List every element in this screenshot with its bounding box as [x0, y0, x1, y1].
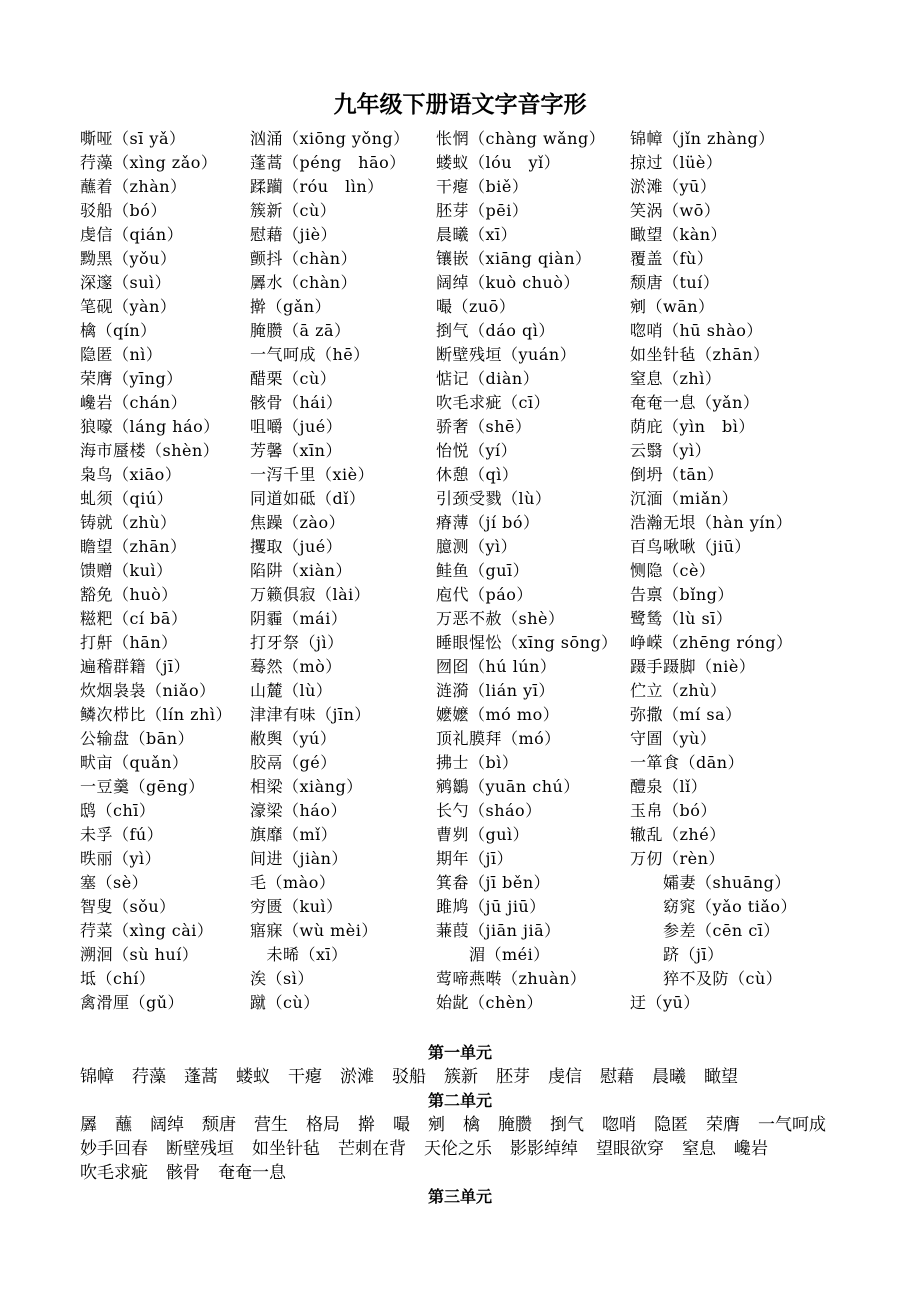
vocab-entry: 颓唐（tuí）	[630, 273, 720, 292]
unit-word: 腌臜	[498, 1115, 532, 1135]
vocab-entry: 馈赠（kuì）	[80, 561, 173, 580]
vocab-entry: 沉湎（miǎn）	[630, 489, 739, 508]
vocab-entry: 胶鬲（gé）	[250, 753, 337, 772]
vocab-entry: 畎亩（quǎn）	[80, 753, 189, 772]
unit-word: 阔绰	[150, 1115, 184, 1135]
unit-word: 天伦之乐	[424, 1139, 492, 1159]
vocab-entry: 蒹葭（jiān jiā）	[436, 921, 561, 940]
unit-word: 蓬蒿	[184, 1067, 218, 1087]
vocab-entry: 慰藉（jiè）	[250, 225, 338, 244]
vocab-entry: 蓦然（mò）	[250, 657, 342, 676]
vocab-entry: 阔绰（kuò chuò）	[436, 273, 580, 292]
unit-word: 锦幛	[80, 1067, 114, 1087]
unit-word: 瞰望	[704, 1067, 738, 1087]
vocab-entry: 隐匿（nì）	[80, 345, 163, 364]
unit-word: 蝼蚁	[236, 1067, 270, 1087]
unit-word: 窒息	[682, 1139, 716, 1159]
unit-3-heading: 第三单元	[427, 1187, 492, 1206]
vocab-entry: 雎鸠（jū jiū）	[436, 897, 546, 916]
vocab-entry: 掠过（lüè）	[630, 153, 723, 172]
vocab-entry: 窒息（zhì）	[630, 369, 722, 388]
vocab-entry: 瞰望（kàn）	[630, 225, 728, 244]
vocab-entry: 守圄（yù）	[630, 729, 717, 748]
unit-word: 唿哨	[602, 1115, 636, 1135]
unit-word: 巉岩	[734, 1139, 768, 1159]
unit-word: 一气呵成	[758, 1115, 826, 1135]
vocab-entry: 颤抖（chàn）	[250, 249, 358, 268]
vocab-entry: 寤寐（wù mèi）	[250, 921, 378, 940]
vocab-entry: 羼水（chàn）	[250, 273, 358, 292]
vocab-entry: 百鸟啾啾（jiū）	[630, 537, 751, 556]
vocab-entry: 云翳（yì）	[630, 441, 712, 460]
vocab-entry: 荫庇（yìn bì）	[630, 417, 755, 436]
vocab-entry: 伫立（zhù）	[630, 681, 727, 700]
vocab-entry: 告禀（bǐng）	[630, 585, 734, 604]
vocab-entry: 鹓鶵（yuān chú）	[436, 777, 580, 796]
vocab-entry: 瘠薄（jí bó）	[436, 513, 540, 532]
vocab-entry: 蓬蒿（péng hāo）	[250, 153, 406, 172]
unit-2-heading: 第二单元	[427, 1091, 492, 1110]
vocab-entry: 猝不及防（cù）	[630, 969, 783, 988]
vocab-entry: 剜（wān）	[630, 297, 715, 316]
unit-word: 格局	[306, 1115, 340, 1135]
vocab-entry: 溯洄（sù huí）	[80, 945, 199, 964]
unit-word: 擀	[358, 1115, 375, 1135]
vocab-entry: 骄奢（shē）	[436, 417, 532, 436]
vocab-entry: 奄奄一息（yǎn）	[630, 393, 760, 412]
vocab-entry: 打牙祭（jì）	[250, 633, 344, 652]
vocab-entry: 万仞（rèn）	[630, 849, 725, 868]
vocab-entry: 糍粑（cí bā）	[80, 609, 188, 628]
vocab-entry: 海市蜃楼（shèn）	[80, 441, 220, 460]
unit-word: 妙手回春	[80, 1139, 148, 1159]
vocab-entry: 顶礼膜拜（mó）	[436, 729, 561, 748]
vocab-entry: 昳丽（yì）	[80, 849, 162, 868]
vocab-entry: 嬷嬷（mó mo）	[436, 705, 560, 724]
vocab-entry: 囫囵（hú lún）	[436, 657, 557, 676]
vocab-entry: 驳船（bó）	[80, 201, 167, 220]
vocab-entry: 蹂躏（róu lìn）	[250, 177, 384, 196]
vocab-entry: 铸就（zhù）	[80, 513, 177, 532]
vocab-entry: 山麓（lù）	[250, 681, 333, 700]
vocab-column-3	[436, 127, 618, 1015]
unit-word: 淤滩	[340, 1067, 374, 1087]
vocab-entry: 弥撒（mí sa）	[630, 705, 742, 724]
unit-word: 荣膺	[706, 1115, 740, 1135]
page-title: 九年级下册语文字音字形	[333, 91, 587, 118]
vocab-entry: 拂士（bì）	[436, 753, 519, 772]
vocab-entry: 参差（cēn cī）	[630, 921, 780, 940]
unit-1-words	[80, 1065, 850, 1089]
vocab-entry: 睡眼惺忪（xīng sōng）	[436, 633, 618, 652]
unit-word: 胚芽	[496, 1067, 530, 1087]
unit-word: 晨曦	[652, 1067, 686, 1087]
vocab-entry: 唿哨（hū shào）	[630, 321, 763, 340]
vocab-entry: 吹毛求疵（cī）	[436, 393, 551, 412]
unit-word: 干瘪	[288, 1067, 322, 1087]
vocab-entry: 覆盖（fù）	[630, 249, 714, 268]
vocab-entry: 蘸着（zhàn）	[80, 177, 187, 196]
vocab-entry: 炊烟袅袅（niǎo）	[80, 681, 216, 700]
vocab-entry: 荇菜（xìng cài）	[80, 921, 214, 940]
unit-word: 骸骨	[166, 1163, 200, 1183]
vocab-entry: 如坐针毡（zhān）	[630, 345, 770, 364]
unit-2-words	[80, 1113, 850, 1185]
vocab-entry: 倒坍（tān）	[630, 465, 724, 484]
unit-word: 羼	[80, 1115, 97, 1135]
vocab-entry: 芳馨（xīn）	[250, 441, 342, 460]
unit-word: 芒刺在背	[338, 1139, 406, 1159]
vocab-entry: 一泻千里（xiè）	[250, 465, 375, 484]
unit-word: 荇藻	[132, 1067, 166, 1087]
vocab-entry: 攫取（jué）	[250, 537, 343, 556]
vocab-entry: 津津有味（jīn）	[250, 705, 371, 724]
vocab-entry: 枭鸟（xiāo）	[80, 465, 182, 484]
vocab-entry: 断壁残垣（yuán）	[436, 345, 577, 364]
vocab-entry: 禽滑厘（gǔ）	[80, 993, 185, 1012]
vocab-entry: 玉帛（bó）	[630, 801, 717, 820]
vocab-entry: 荇藻（xìng zǎo）	[80, 153, 218, 172]
vocab-entry: 辙乱（zhé）	[630, 825, 726, 844]
unit-word: 嘬	[393, 1115, 410, 1135]
vocab-entry: 始龀（chèn）	[436, 993, 544, 1012]
vocab-entry: 坻（chí）	[80, 969, 156, 988]
unit-word: 簇新	[444, 1067, 478, 1087]
vocab-entry: 胚芽（pēi）	[436, 201, 529, 220]
vocab-entry: 万籁俱寂（lài）	[250, 585, 371, 604]
vocab-entry: 蹑手蹑脚（niè）	[630, 657, 756, 676]
vocab-entry: 荣膺（yīng）	[80, 369, 183, 388]
vocab-entry: 醋栗（cù）	[250, 369, 337, 388]
unit-word: 隐匿	[654, 1115, 688, 1135]
vocab-entry: 嘬（zuō）	[436, 297, 516, 316]
vocab-entry: 鹭鸶（lù sī）	[630, 609, 733, 628]
unit-word: 蘸	[115, 1115, 132, 1135]
vocab-entry: 孀妻（shuāng）	[630, 873, 791, 892]
vocab-entry: 智叟（sǒu）	[80, 897, 176, 916]
vocab-entry: 相梁（xiàng）	[250, 777, 363, 796]
unit-word: 奄奄一息	[218, 1163, 286, 1183]
vocab-entry: 一箪食（dān）	[630, 753, 745, 772]
unit-word: 檎	[463, 1115, 480, 1135]
vocab-entry: 涟漪（lián yī）	[436, 681, 555, 700]
vocab-entry: 万恶不赦（shè）	[436, 609, 565, 628]
vocab-entry: 恻隐（cè）	[630, 561, 716, 580]
vocab-entry: 咀嚼（jué）	[250, 417, 343, 436]
vocab-entry: 引颈受戮（lù）	[436, 489, 552, 508]
vocab-entry: 檎（qín）	[80, 321, 157, 340]
vocab-entry: 擀（gǎn）	[250, 297, 332, 316]
vocab-entry: 怅惘（chàng wǎng）	[436, 129, 606, 148]
unit-word: 吹毛求疵	[80, 1163, 148, 1183]
vocab-column-2	[250, 127, 410, 1015]
vocab-entry: 公输盘（bān）	[80, 729, 195, 748]
vocab-entry: 敝舆（yú）	[250, 729, 337, 748]
vocab-column-4	[630, 127, 797, 1015]
vocab-entry: 蹴（cù）	[250, 993, 320, 1012]
vocab-entry: 笔砚（yàn）	[80, 297, 177, 316]
vocab-entry: 深邃（suì）	[80, 273, 172, 292]
unit-word: 慰藉	[600, 1067, 634, 1087]
vocab-entry: 嘶哑（sī yǎ）	[80, 129, 186, 148]
vocab-entry: 鲑鱼（guī）	[436, 561, 530, 580]
vocab-entry: 黝黑（yǒu）	[80, 249, 177, 268]
vocab-entry: 旗靡（mǐ）	[250, 825, 338, 844]
vocab-entry: 涘（sì）	[250, 969, 314, 988]
vocab-entry: 豁免（huò）	[80, 585, 178, 604]
vocab-entry: 汹涌（xiōng yǒng）	[250, 129, 410, 148]
vocab-column-1	[80, 127, 232, 1015]
unit-word: 断壁残垣	[166, 1139, 234, 1159]
vocab-entry: 焦躁（zào）	[250, 513, 346, 532]
vocab-entry: 镶嵌（xiāng qiàn）	[436, 249, 592, 268]
vocab-entry: 笑涡（wō）	[630, 201, 721, 220]
unit-word: 如坐针毡	[252, 1139, 320, 1159]
vocab-entry: 怡悦（yí）	[436, 441, 518, 460]
vocab-entry: 簇新（cù）	[250, 201, 337, 220]
vocab-entry: 曹刿（guì）	[436, 825, 530, 844]
vocab-entry: 晨曦（xī）	[436, 225, 518, 244]
vocab-entry: 遍稽群籍（jī）	[80, 657, 191, 676]
unit-1-heading: 第一单元	[427, 1043, 492, 1062]
vocab-entry: 阴霾（mái）	[250, 609, 348, 628]
vocab-entry: 湄（méi）	[436, 945, 550, 964]
vocab-entry: 长勺（sháo）	[436, 801, 542, 820]
vocab-entry: 濠梁（háo）	[250, 801, 347, 820]
vocab-entry: 惦记（diàn）	[436, 369, 540, 388]
unit-word: 营生	[254, 1115, 288, 1135]
vocab-entry: 休憩（qì）	[436, 465, 519, 484]
vocab-entry: 巉岩（chán）	[80, 393, 188, 412]
vocab-entry: 捯气（dáo qì）	[436, 321, 555, 340]
vocab-entry: 莺啼燕啭（zhuàn）	[436, 969, 587, 988]
unit-word: 颓唐	[202, 1115, 236, 1135]
vocab-entry: 瞻望（zhān）	[80, 537, 187, 556]
vocab-entry: 虬须（qiú）	[80, 489, 174, 508]
vocab-entry: 鸱（chī）	[80, 801, 156, 820]
vocab-entry: 窈窕（yǎo tiǎo）	[630, 897, 798, 916]
vocab-entry: 同道如砥（dǐ）	[250, 489, 366, 508]
vocab-entry: 穷匮（kuì）	[250, 897, 343, 916]
vocab-entry: 虔信（qián）	[80, 225, 184, 244]
vocab-entry: 跻（jī）	[630, 945, 724, 964]
vocab-entry: 锦幛（jǐn zhàng）	[630, 129, 775, 148]
unit-word: 望眼欲穿	[596, 1139, 664, 1159]
vocab-entry: 未晞（xī）	[250, 945, 348, 964]
vocab-entry: 庖代（páo）	[436, 585, 533, 604]
vocab-entry: 狼嚎（láng háo）	[80, 417, 220, 436]
vocab-entry: 淤滩（yū）	[630, 177, 717, 196]
vocab-entry: 峥嵘（zhēng róng）	[630, 633, 793, 652]
vocab-entry: 醴泉（lǐ）	[630, 777, 708, 796]
vocab-entry: 一气呵成（hē）	[250, 345, 370, 364]
unit-word: 虔信	[548, 1067, 582, 1087]
vocab-entry: 毛（mào）	[250, 873, 336, 892]
unit-word: 驳船	[392, 1067, 426, 1087]
vocab-entry: 鳞次栉比（lín zhì）	[80, 705, 232, 724]
vocab-entry: 骸骨（hái）	[250, 393, 343, 412]
vocab-entry: 间进（jiàn）	[250, 849, 348, 868]
vocab-entry: 塞（sè）	[80, 873, 149, 892]
unit-word: 捯气	[550, 1115, 584, 1135]
vocab-entry: 腌臜（ā zā）	[250, 321, 351, 340]
vocab-entry: 陷阱（xiàn）	[250, 561, 352, 580]
unit-word: 剜	[428, 1115, 445, 1135]
vocab-entry: 未孚（fú）	[80, 825, 164, 844]
vocab-entry: 迂（yū）	[630, 993, 700, 1012]
vocab-entry: 干瘪（biě）	[436, 177, 529, 196]
vocab-entry: 打鼾（hān）	[80, 633, 178, 652]
vocab-entry: 蝼蚁（lóu yǐ）	[436, 153, 561, 172]
vocab-entry: 期年（jī）	[436, 849, 514, 868]
vocab-entry: 箕畚（jī běn）	[436, 873, 551, 892]
vocab-entry: 臆测（yì）	[436, 537, 518, 556]
vocab-entry: 浩瀚无垠（hàn yín）	[630, 513, 793, 532]
vocab-entry: 一豆羹（gēng）	[80, 777, 205, 796]
unit-word: 影影绰绰	[510, 1139, 578, 1159]
